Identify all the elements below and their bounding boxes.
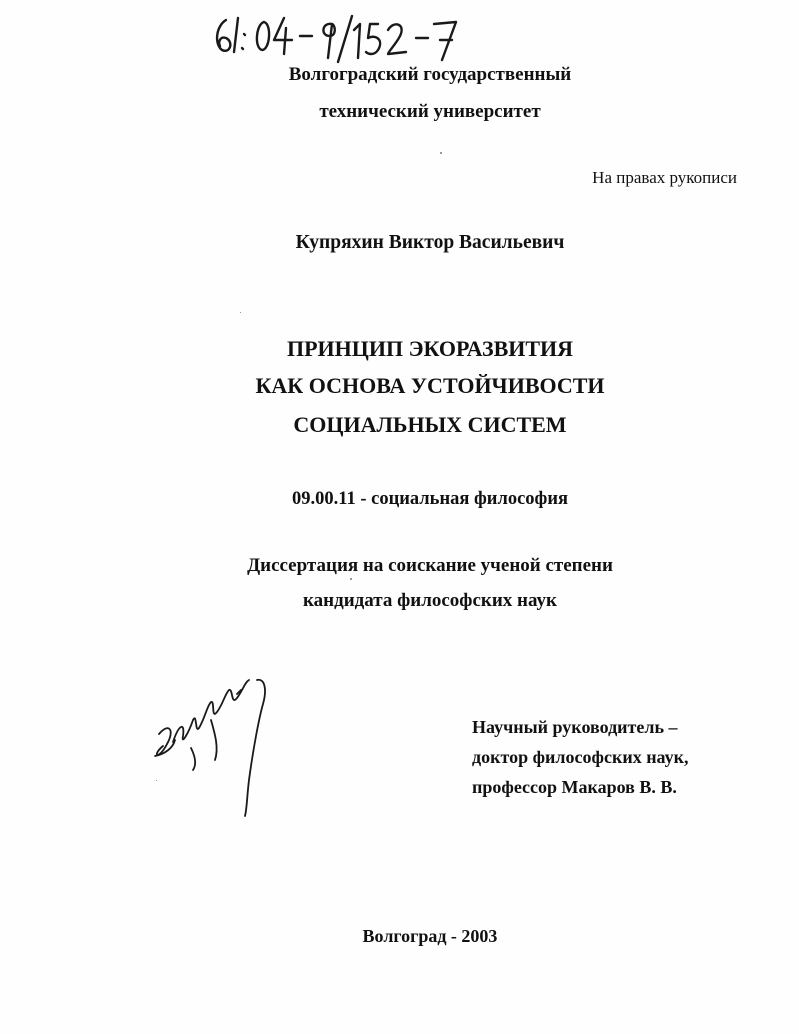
institution-line-2: технический университет [319, 101, 541, 122]
supervisor-line-3: профессор Макаров В. В. [472, 777, 677, 797]
title-line-3: СОЦИАЛЬНЫХ СИСТЕМ [293, 412, 567, 437]
specialty-code: 09.00.11 - социальная философия [291, 489, 569, 509]
title-line-1: ПРИНЦИП ЭКОРАЗВИТИЯ [286, 336, 574, 361]
supervisor-line-2: доктор философских наук, [472, 747, 689, 767]
scan-speck [440, 152, 442, 154]
title-line-2: КАК ОСНОВА УСТОЙЧИВОСТИ [255, 373, 605, 398]
author-name: Купряхин Виктор Васильевич [295, 232, 565, 253]
scan-speck [240, 312, 241, 313]
place-year: Волгоград - 2003 [362, 926, 498, 946]
supervisor-line-1: Научный руководитель – [472, 717, 678, 737]
institution-line-1: Волгоградский государственный [288, 64, 572, 85]
rights-note: На правах рукописи [592, 168, 737, 187]
scan-speck [350, 578, 352, 580]
scan-speck [156, 780, 157, 781]
degree-line-1: Диссертация на соискание ученой степени [247, 555, 613, 576]
degree-line-2: кандидата философских наук [303, 590, 557, 611]
handwritten-signature [145, 660, 285, 820]
handwritten-archive-code [212, 10, 462, 66]
